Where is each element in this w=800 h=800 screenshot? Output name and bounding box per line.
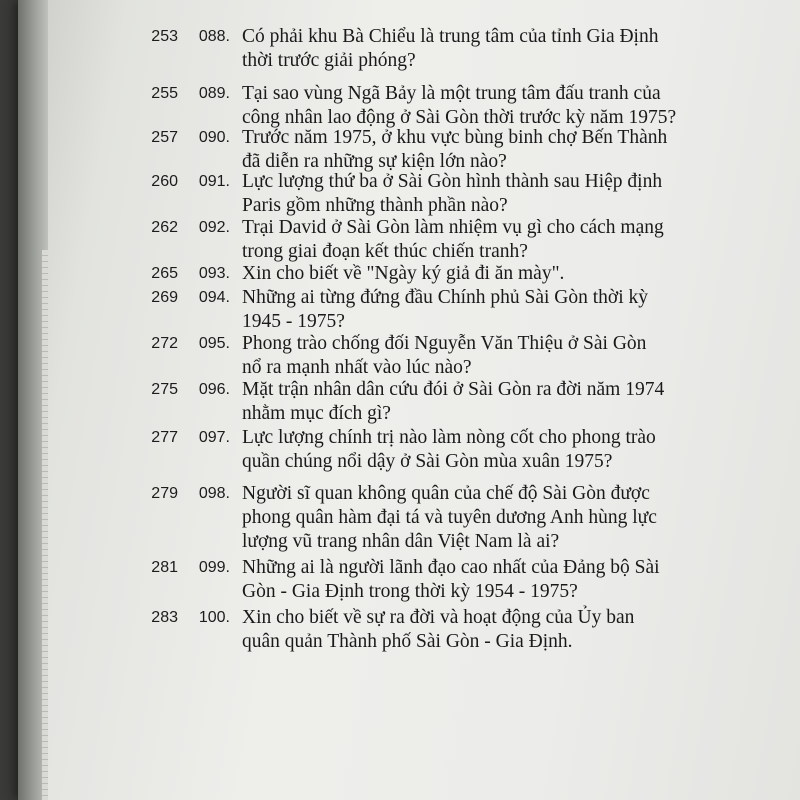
toc-page-number: 262 xyxy=(151,219,178,236)
toc-question-line: Gòn - Gia Định trong thời kỳ 1954 - 1975? xyxy=(242,581,578,602)
toc-question-number: 099. xyxy=(198,559,230,576)
toc-page-number: 253 xyxy=(151,28,178,45)
toc-question-line: Trước năm 1975, ở khu vực bùng binh chợ Bến Thành xyxy=(242,127,668,148)
toc-question-line: quần chúng nổi dậy ở Sài Gòn mùa xuân 1975? xyxy=(242,451,613,472)
toc-question-line: Xin cho biết về "Ngày ký giả đi ăn mày". xyxy=(242,263,565,284)
page-edges xyxy=(42,250,48,800)
toc-question-number: 100. xyxy=(198,609,230,626)
toc-question-number: 089. xyxy=(198,85,230,102)
toc-question-line: Lực lượng chính trị nào làm nòng cốt cho phong trào xyxy=(242,427,656,448)
toc-question-text xyxy=(242,332,682,380)
toc-question-line: lượng vũ trang nhân dân Việt Nam là ai? xyxy=(242,531,560,552)
toc-question-number: 096. xyxy=(198,381,230,398)
toc-question-line: Có phải khu Bà Chiểu là trung tâm của tỉnh Gia Định xyxy=(242,26,659,47)
toc-question-text xyxy=(242,606,682,654)
toc-question-line: phong quân hàm đại tá và tuyên dương Anh hùng lực xyxy=(242,507,657,528)
toc-question-text xyxy=(242,25,682,73)
toc-question-line: quân quản Thành phố Sài Gòn - Gia Định. xyxy=(242,631,573,652)
toc-question-line: nhằm mục đích gì? xyxy=(242,403,391,424)
toc-question-line: thời trước giải phóng? xyxy=(242,50,416,71)
toc-page-number: 281 xyxy=(151,559,178,576)
toc-page-number: 275 xyxy=(151,381,178,398)
toc-question-number: 090. xyxy=(198,129,230,146)
toc-question-line: nổ ra mạnh nhất vào lúc nào? xyxy=(242,357,472,378)
toc-page-number: 257 xyxy=(151,129,178,146)
toc-question-text xyxy=(242,482,682,554)
toc-question-line: Xin cho biết về sự ra đời và hoạt động của Ủy ban xyxy=(242,607,635,628)
toc-question-text xyxy=(242,556,682,604)
toc-page-number: 265 xyxy=(151,265,178,282)
toc-page-number: 269 xyxy=(151,289,178,306)
toc-question-text xyxy=(242,262,682,286)
toc-question-number: 097. xyxy=(198,429,230,446)
toc-question-number: 093. xyxy=(198,265,230,282)
toc-question-line: Lực lượng thứ ba ở Sài Gòn hình thành sau Hiệp định xyxy=(242,171,663,192)
toc-question-text xyxy=(242,126,682,174)
toc-question-text xyxy=(242,426,682,474)
toc-question-line: Paris gồm những thành phần nào? xyxy=(242,195,508,216)
toc-question-line: công nhân lao động ở Sài Gòn thời trước kỳ năm 1975? xyxy=(242,107,677,128)
toc-page-number: 260 xyxy=(151,173,178,190)
toc-question-line: Người sĩ quan không quân của chế độ Sài Gòn được xyxy=(242,483,650,504)
toc-page-number: 277 xyxy=(151,429,178,446)
toc-question-line: 1945 - 1975? xyxy=(242,311,345,332)
toc-page-number: 279 xyxy=(151,485,178,502)
toc-question-line: Mặt trận nhân dân cứu đói ở Sài Gòn ra đời năm 1974 xyxy=(242,379,665,400)
toc-question-number: 091. xyxy=(198,173,230,190)
toc-page-number: 283 xyxy=(151,609,178,626)
toc-question-text xyxy=(242,378,682,426)
toc-question-number: 088. xyxy=(198,28,230,45)
toc-question-line: đã diễn ra những sự kiện lớn nào? xyxy=(242,151,507,172)
toc-question-number: 092. xyxy=(198,219,230,236)
toc-question-text xyxy=(242,216,682,264)
toc-question-line: Những ai là người lãnh đạo cao nhất của Đảng bộ Sài xyxy=(242,557,660,578)
toc-question-line: Tại sao vùng Ngã Bảy là một trung tâm đấu tranh của xyxy=(242,83,661,104)
toc-page-number: 272 xyxy=(151,335,178,352)
toc-question-line: Trại David ở Sài Gòn làm nhiệm vụ gì cho cách mạng xyxy=(242,217,664,238)
toc-question-text xyxy=(242,82,682,130)
toc-question-line: trong giai đoạn kết thúc chiến tranh? xyxy=(242,241,528,262)
toc-question-text xyxy=(242,170,682,218)
toc-question-number: 095. xyxy=(198,335,230,352)
toc-page-number: 255 xyxy=(151,85,178,102)
toc-question-number: 094. xyxy=(198,289,230,306)
toc-question-text xyxy=(242,286,682,334)
toc-question-line: Phong trào chống đối Nguyễn Văn Thiệu ở Sài Gòn xyxy=(242,333,647,354)
toc-question-number: 098. xyxy=(198,485,230,502)
toc-question-line: Những ai từng đứng đầu Chính phủ Sài Gòn thời kỳ xyxy=(242,287,649,308)
